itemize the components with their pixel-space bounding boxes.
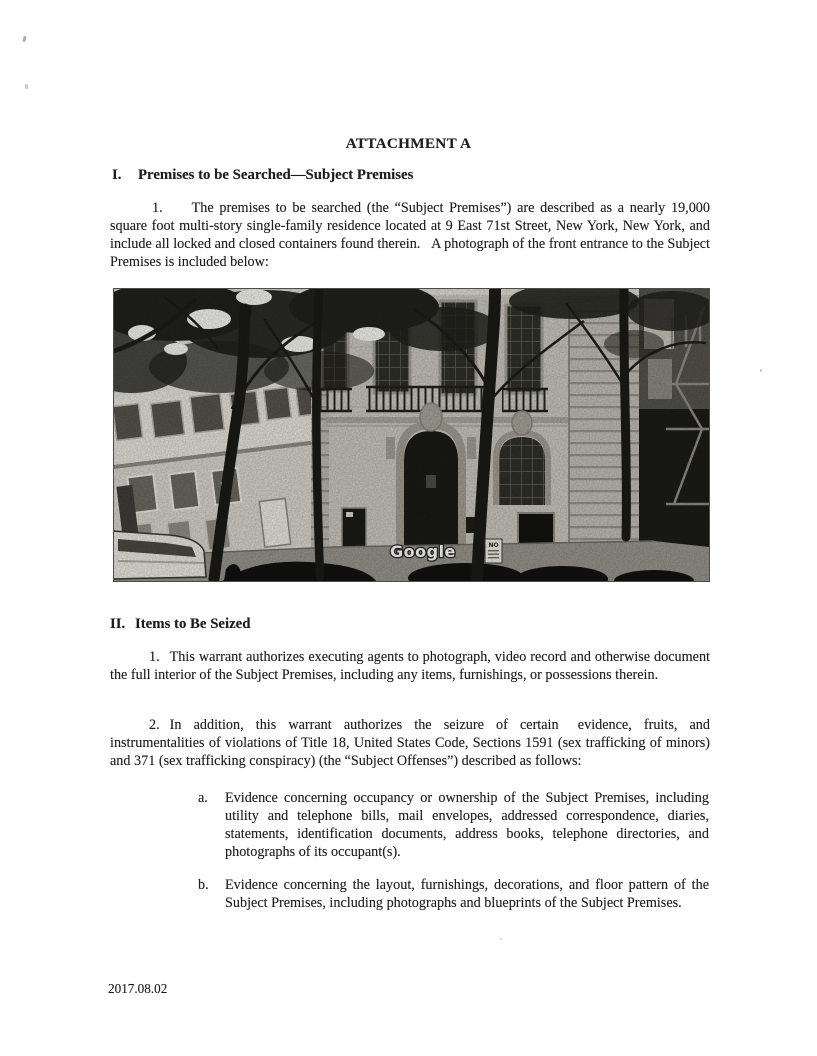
- document-title: ATTACHMENT A: [345, 135, 472, 152]
- paragraph-photograph-authorization: [110, 648, 710, 684]
- section-2-number: II.: [110, 616, 126, 632]
- paragraph-number: 1.: [149, 649, 160, 665]
- scan-artifact: [760, 369, 762, 372]
- section-2-heading-text: Items to Be Seized: [135, 616, 251, 632]
- street-view-image: [114, 289, 709, 581]
- paragraph-premises-description: [110, 199, 710, 271]
- item-label: a.: [198, 790, 208, 806]
- scan-artifact: [500, 938, 502, 940]
- item-text: Evidence concerning the layout, furnishings, decorations, and floor pattern of the Subject Premises, including photographs and blueprints of the Subject Premises.: [225, 877, 709, 911]
- paragraph-text: The premises to be searched (the “Subject Premises”) are described as a nearly 19,000 square foot multi-story single-family residence located at 9 East 71st Street, New York, New York, and include all locked and closed containers found therein. A photograph of the front entrance to the Subject Premises is included below:: [110, 200, 710, 270]
- section-1-heading: [112, 167, 712, 184]
- film-grain-overlay: [114, 289, 709, 581]
- item-label: b.: [198, 877, 209, 893]
- premises-photograph: [113, 288, 710, 582]
- section-1-number: I.: [112, 167, 122, 183]
- item-text: Evidence concerning occupancy or ownership of the Subject Premises, including utility and telephone bills, mail envelopes, addressed correspondence, diaries, statements, identification documents, address books, telephone directories, and photographs of its occupant(s).: [225, 790, 709, 860]
- parking-sign-text: NO: [488, 542, 499, 549]
- seizure-item-a: [198, 789, 709, 861]
- scan-artifact: [25, 84, 29, 89]
- bates-date-stamp: 2017.08.02: [108, 981, 168, 996]
- seizure-item-b: [198, 876, 709, 912]
- paragraph-text: This warrant authorizes executing agents to photograph, video record and otherwise document the full interior of the Subject Premises, including any items, furnishings, or possessions therein.: [110, 649, 710, 683]
- paragraph-text: In addition, this warrant authorizes the seizure of certain evidence, fruits, and instrumentalities of violations of Title 18, United States Code, Sections 1591 (sex trafficking of minors) and 371 (sex trafficking conspiracy) (the “Subject Offenses”) described as follows:: [110, 717, 710, 769]
- section-2-heading: [110, 616, 710, 633]
- paragraph-number: 2.: [149, 717, 160, 733]
- google-watermark: Google: [390, 542, 456, 561]
- section-1-heading-text: Premises to be Searched—Subject Premises: [138, 167, 414, 183]
- paragraph-seizure-authorization: [110, 716, 710, 770]
- scan-artifact: [22, 36, 26, 43]
- paragraph-number: 1.: [152, 200, 163, 216]
